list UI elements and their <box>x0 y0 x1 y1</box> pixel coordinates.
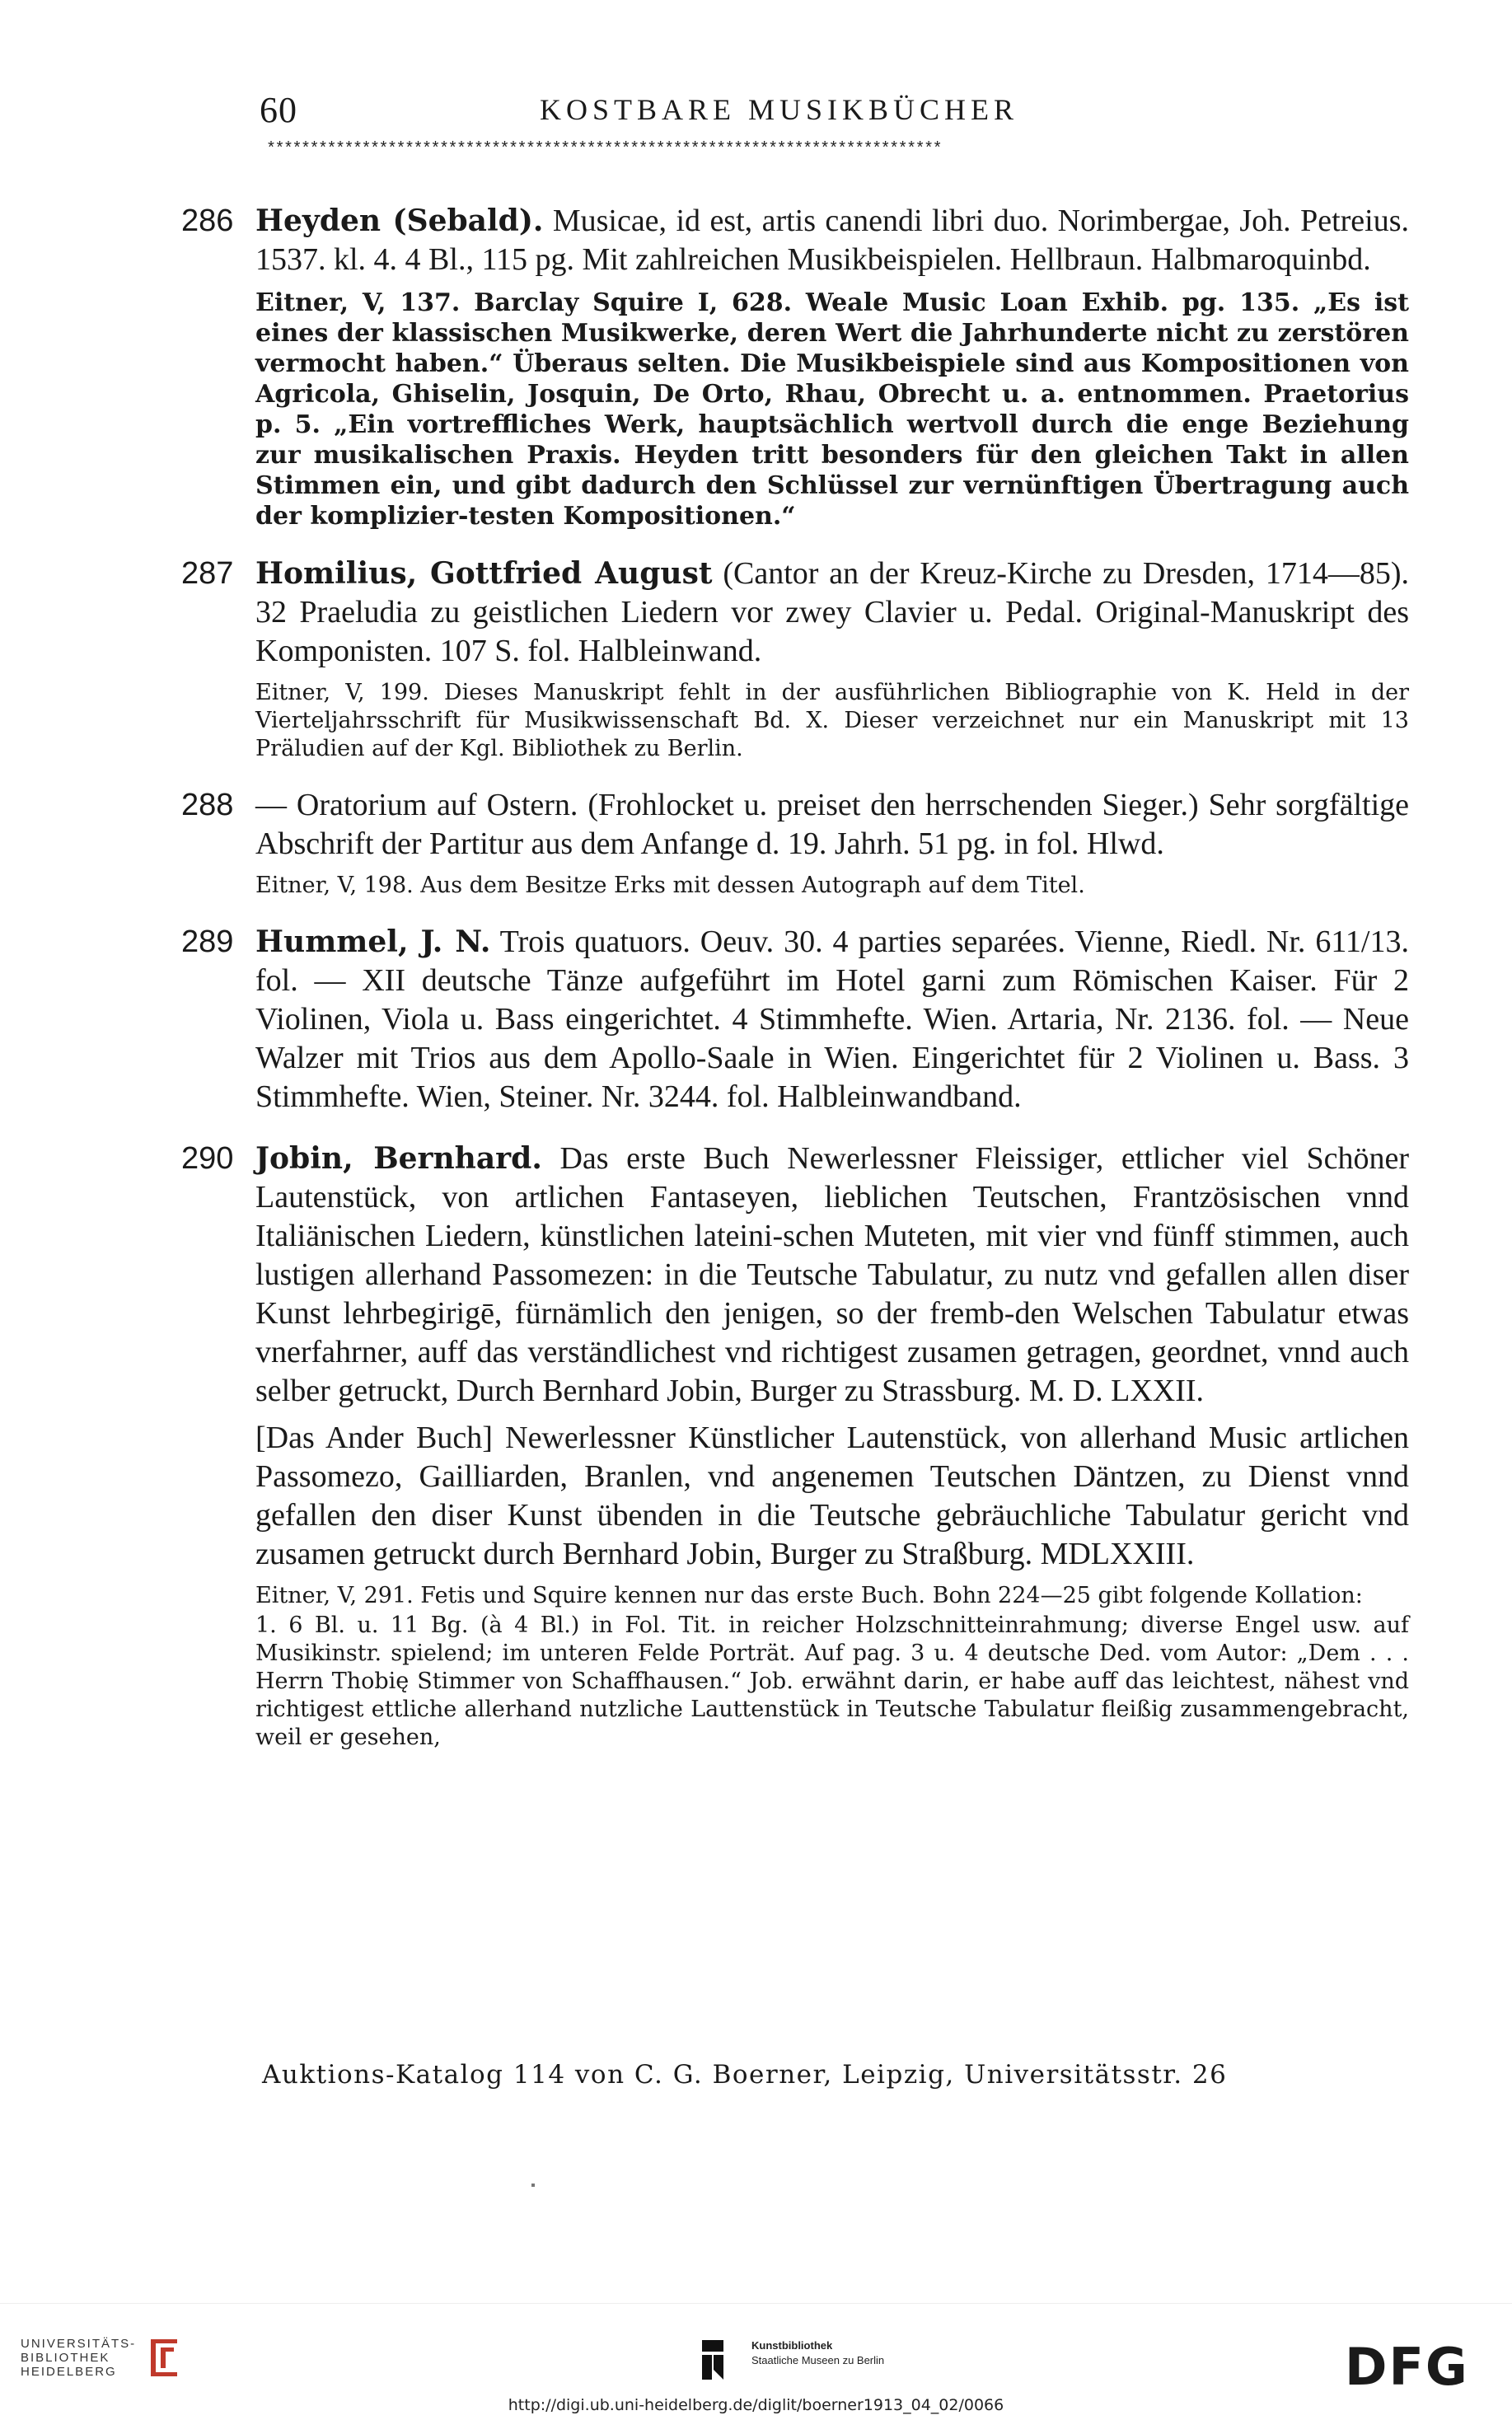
entry-author: Heyden (Sebald). <box>255 204 544 238</box>
dfg-logo: DFG <box>1345 2337 1469 2397</box>
entry-description <box>255 923 1409 1116</box>
university-line-2: BIBLIOTHEK <box>21 2351 110 2365</box>
entry-note: Eitner, V, 199. Dieses Manuskript fehlt in der ausführlichen Bibliographie von K. Held in der Vierteljahrsschrift für Musikwissenschaft Bd. X. Dieser verzeichnet nur ein Manuskript mit 13 Präludien auf der Kgl. Bibliothek zu Berlin. <box>255 680 1409 761</box>
entry-text: (Cantor an der Kreuz-Kirche zu Dresden, 1714—85). 32 Praeludia zu geistlichen Liedern vor zwey Clavier u. Pedal. Original-Manuskript des Komponisten. 107 S. fol. Halbleinwand. <box>255 556 1409 668</box>
entry-number: 288 <box>181 788 234 822</box>
entry-number: 286 <box>181 204 234 238</box>
entry-description <box>255 1140 1409 1411</box>
entry-text: — Oratorium auf Ostern. (Frohlocket u. preiset den herrschenden Sieger.) Sehr sorgfältige Abschrift der Partitur aus dem Anfange d. 19. Jahrh. 51 pg. in fol. Hlwd. <box>255 788 1409 861</box>
catalog-entry-290 <box>181 1140 1409 1752</box>
star-rule-divider: ****************************************************************************** <box>266 140 942 159</box>
catalog-entries <box>181 202 1409 1775</box>
digitization-bar <box>0 2303 1512 2420</box>
university-library-logo <box>21 2337 136 2379</box>
entry-description <box>255 786 1409 864</box>
kunstbibliothek-title: Kunstbibliothek <box>751 2339 833 2352</box>
permalink-url[interactable]: http://digi.ub.uni-heidelberg.de/diglit/boerner1913_04_02/0066 <box>508 2396 1004 2414</box>
catalog-entry-289 <box>181 923 1409 1116</box>
entry-description <box>255 555 1409 671</box>
entry-note: Eitner, V, 137. Barclay Squire I, 628. Weale Music Loan Exhib. pg. 135. „Es ist eines der klassischen Musikwerke, deren Wert die Jahrhunderte nicht zu zerstören vermocht haben.“ Überaus selten. Die Musikbeispiele sind aus Kompositionen von Agricola, Ghiselin, Josquin, De Orto, Rhau, Obrecht u. a. entnommen. Praetorius p. 5. „Ein vortreffliches Werk, hauptsächlich wertvoll durch die enge Beziehung zur musikalischen Praxis. Heyden tritt besonders für den gleichen Takt in allen Stimmen ein, und gibt dadurch den Schlüssel zur vernünftigen Übertragung auch der komplizier-testen Kompositionen.“ <box>255 288 1409 531</box>
catalog-entry-288 <box>181 786 1409 900</box>
kunstbibliothek-logo-icon <box>700 2338 725 2381</box>
entry-number: 289 <box>181 924 234 959</box>
entry-number: 290 <box>181 1141 234 1176</box>
entry-author: Jobin, Bernhard. <box>255 1141 542 1176</box>
entry-author: Hummel, J. N. <box>255 924 491 959</box>
entry-note: Eitner, V, 198. Aus dem Besitze Erks mit dessen Autograph auf dem Titel. <box>255 873 1085 898</box>
entry-note: Eitner, V, 291. Fetis und Squire kennen nur das erste Buch. Bohn 224—25 gibt folgende Kollation: <box>255 1583 1363 1608</box>
entry-author: Homilius, Gottfried August <box>255 556 713 591</box>
entry-number: 287 <box>181 556 234 591</box>
kunstbibliothek-label <box>751 2338 884 2368</box>
page-number: 60 <box>260 90 297 130</box>
entry-text: Das erste Buch Newerlessner Fleissiger, ettlicher viel Schöner Lautenstück, von artlichen Fantaseyen, lieblichen Teutschen, Frantzösischen vnnd Italiänischen Liedern, künstlichen lateini-schen Muteten, mit vier vnd fünff stimmen, auch lustigen allerhand Passomezen: in die Teutsche Tabulatur, zu nutz vnd gefallen allen diser Kunst lehrbegirigē, fürnämlich den jenigen, so der fremb-den Welschen Tabulatur etwas vnerfahrner, auff das verständlichest vnd richtigest zusamen getragen, geordnet, vnnd auch selber getruckt, Durch Bernhard Jobin, Burger zu Strassburg. M. D. LXXII. <box>255 1141 1410 1408</box>
catalog-entry-287 <box>181 555 1409 763</box>
entry-second-book: [Das Ander Buch] Newerlessner Künstlicher Lautenstück, von allerhand Music artlichen Passomezo, Gailliarden, Branlen, vnd angenemen Teutschen Däntzen, zu Dienst vnnd gefallen den diser Kunst übenden in die Teutsche gebräuchliche Tabulatur gericht vnd zusamen getruckt durch Bernhard Jobin, Burger zu Straßburg. MDLXXIII. <box>255 1421 1409 1571</box>
university-emblem-icon <box>144 2335 185 2380</box>
page-speck <box>531 2184 535 2187</box>
page-header <box>260 89 1409 138</box>
university-line-1: UNIVERSITÄTS- <box>21 2337 137 2351</box>
catalog-footer: Auktions-Katalog 114 von C. G. Boerner, Leipzig, Universitätsstr. 26 <box>262 2060 1228 2090</box>
catalog-entry-286 <box>181 202 1409 531</box>
entry-text: Musicae, id est, artis canendi libri duo. Norimbergae, Joh. Petreius. 1537. kl. 4. 4 Bl., 115 pg. Mit zahlreichen Musikbeispielen. Hellbraun. Halbmaroquinbd. <box>255 204 1409 277</box>
university-line-3: HEIDELBERG <box>21 2365 117 2379</box>
running-title: KOSTBARE MUSIKBÜCHER <box>540 93 1019 126</box>
entry-description <box>255 202 1409 279</box>
entry-text: Trois quatuors. Oeuv. 30. 4 parties separées. Vienne, Riedl. Nr. 611/13. fol. — XII deutsche Tänze aufgeführt im Hotel garni zum Römischen Kaiser. Für 2 Violinen, Viola u. Bass eingerichtet. 4 Stimmhefte. Wien. Artaria, Nr. 2136. fol. — Neue Walzer mit Trios aus dem Apollo-Saale in Wien. Eingerichtet für 2 Violinen u. Bass. 3 Stimmhefte. Wien, Steiner. Nr. 3244. fol. Halbleinwandband. <box>255 924 1409 1114</box>
entry-note-collation: 1. 6 Bl. u. 11 Bg. (à 4 Bl.) in Fol. Tit. in reicher Holzschnitteinrahmung; diverse Engel usw. auf Musikinstr. spielend; im unteren Felde Porträt. Auf pag. 3 u. 4 deutsche Ded. vom Autor: „Dem . . . Herrn Thobię Stimmer von Schaffhausen.“ Job. erwähnt darin, er habe auff das leichtest, nähest vnd richtigest ettliche allerhand nutzliche Lauttenstück in Teutsche Tabulatur fleißig zusammengebracht, weil er gesehen, <box>255 1613 1409 1750</box>
kunstbibliothek-subtitle: Staatliche Museen zu Berlin <box>751 2354 885 2366</box>
